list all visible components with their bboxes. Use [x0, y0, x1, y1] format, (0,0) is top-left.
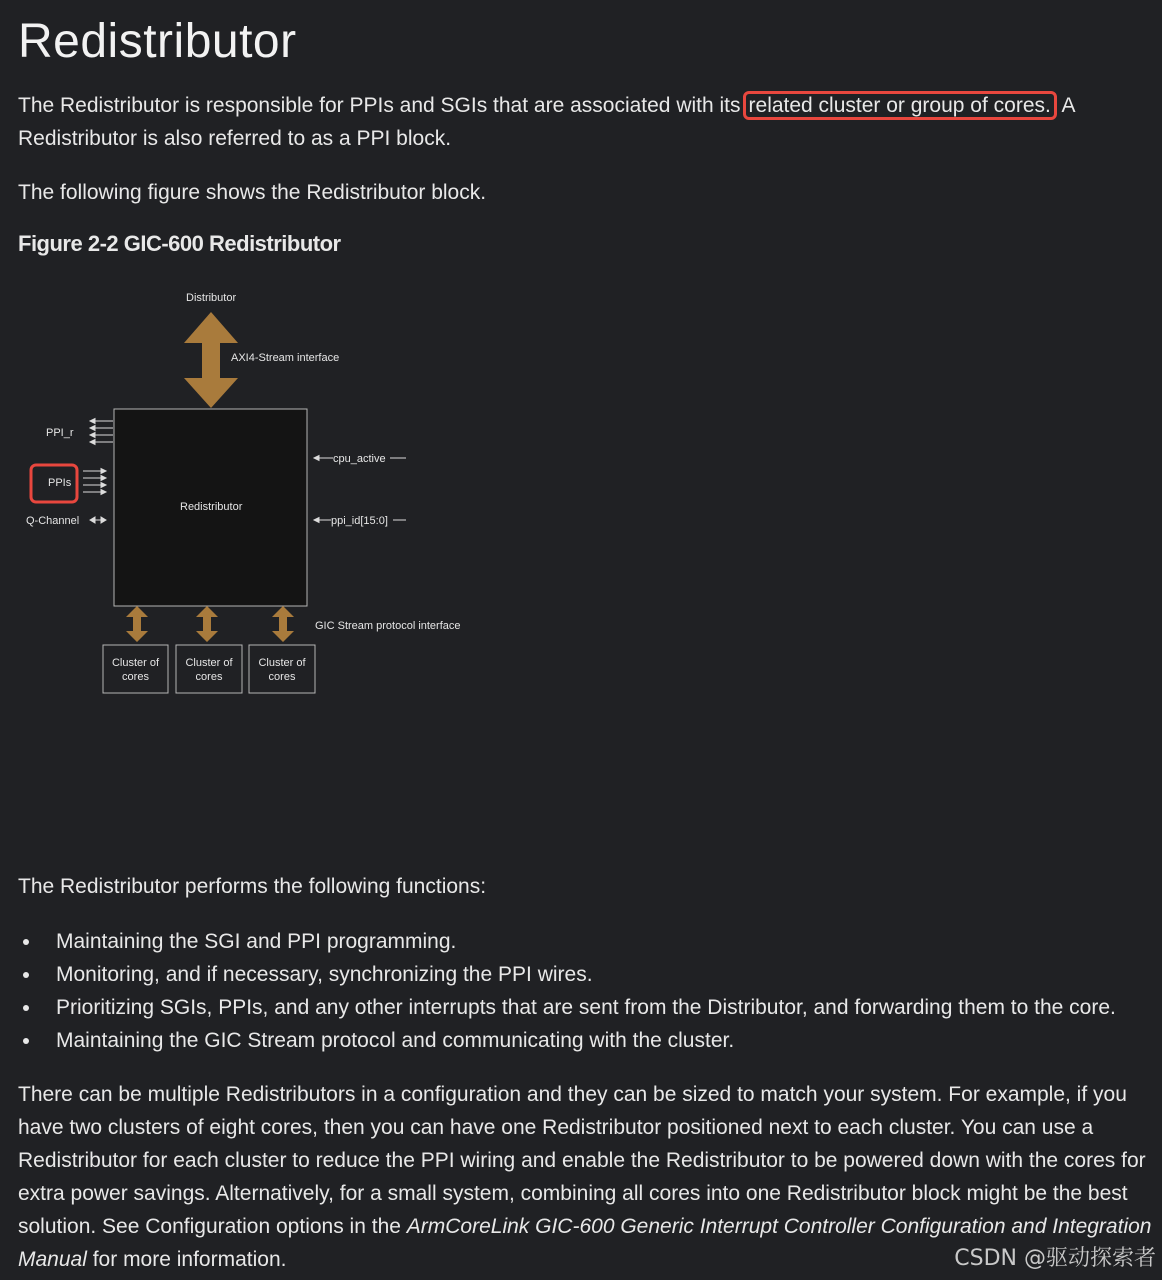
ppi-id-label: ppi_id[15:0]: [331, 515, 388, 527]
figure-title: Figure 2-2 GIC-600 Redistributor: [18, 231, 341, 256]
cluster-2-line1: Cluster of: [185, 657, 233, 669]
cluster-arrows: [126, 606, 294, 642]
axi-stream-arrow: [184, 312, 238, 408]
list-item: Maintaining the SGI and PPI programming.: [56, 925, 1162, 958]
manual-title: ArmCoreLink GIC-600 Generic Interrupt Controller Configuration and Integration Manual: [18, 1215, 1152, 1271]
ppi-r-arrows: [90, 419, 113, 445]
figure-intro: The following figure shows the Redistributor block.: [18, 181, 487, 204]
watermark: CSDN @驱动探索者: [954, 1246, 1156, 1271]
ppi-r-label: PPI_r: [46, 427, 74, 439]
closing-tail: for more information.: [86, 1248, 287, 1271]
cluster-1-line2: cores: [122, 671, 149, 683]
cluster-1-line1: Cluster of: [111, 657, 160, 669]
intro-text-after: A Redistributor is also referred to as a PPI block.: [18, 94, 1075, 150]
highlighted-phrase: related cluster or group of cores.: [743, 91, 1057, 120]
distributor-label: Distributor: [186, 292, 237, 304]
ppis-arrows: [83, 469, 106, 495]
ppis-label: PPIs: [48, 477, 72, 489]
q-channel-label: Q-Channel: [26, 515, 80, 527]
list-item: Monitoring, and if necessary, synchronizing the PPI wires.: [56, 958, 1162, 991]
axi-stream-label: AXI4-Stream interface: [231, 352, 340, 364]
cluster-3-line1: Cluster of: [258, 657, 306, 669]
page-title: Redistributor: [18, 15, 297, 68]
intro-text: The Redistributor is responsible for PPIs and SGIs that are associated with its: [18, 94, 741, 117]
functions-list: [18, 925, 1162, 1057]
list-item: Maintaining the GIC Stream protocol and communicating with the cluster.: [56, 1024, 1162, 1057]
cluster-2-line2: cores: [195, 671, 223, 683]
intro-paragraph: [18, 89, 1128, 155]
cpu-active-label: cpu_active: [333, 453, 386, 465]
gic-stream-label: GIC Stream protocol interface: [315, 620, 461, 632]
redistributor-diagram: [0, 280, 520, 710]
q-channel-arrow: [90, 517, 106, 523]
list-item: Prioritizing SGIs, PPIs, and any other interrupts that are sent from the Distributor, and forwarding them to the core.: [56, 991, 1162, 1024]
cluster-3-line2: cores: [268, 671, 296, 683]
redistributor-label: Redistributor: [180, 501, 243, 513]
functions-intro: The Redistributor performs the following functions:: [18, 875, 487, 898]
cluster-3: [249, 645, 315, 693]
closing-text: There can be multiple Redistributors in a configuration and they can be sized to match your system. For example, if you have two clusters of eight cores, then you can have one Redistributor positioned next to each cluster. You can use a Redistributor for each cluster to reduce the PPI wiring and enable the Redistributor to be powered down with the cores for extra power savings. Alternatively, for a small system, combining all cores into one Redistributor block might be the best solution. See Configuration options in the: [18, 1083, 1146, 1238]
cluster-1: [103, 645, 168, 693]
cluster-2: [176, 645, 242, 693]
